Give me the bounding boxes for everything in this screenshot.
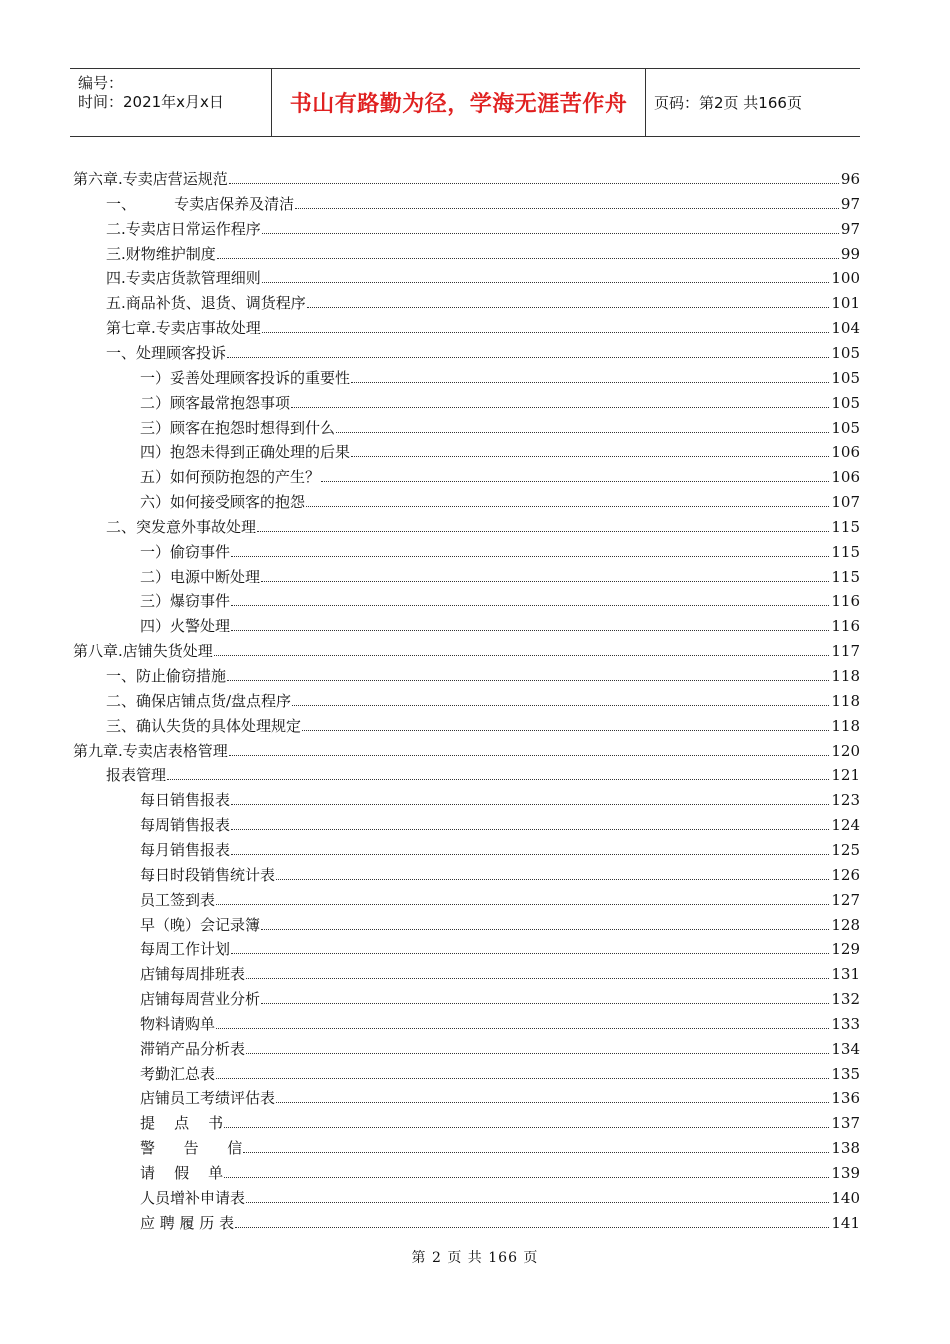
toc-entry-title: 五.商品补货、退货、调货程序	[106, 294, 306, 312]
toc-dot-leader	[231, 953, 829, 954]
toc-entry[interactable]	[106, 515, 860, 537]
toc-entry-title: 应 聘 履 历 表	[140, 1214, 235, 1232]
toc-entry-page-number: 141	[831, 1214, 860, 1232]
toc-entry-page-number: 118	[831, 717, 860, 735]
toc-entry-page-number: 117	[831, 642, 860, 660]
toc-entry[interactable]	[73, 739, 860, 761]
toc-entry-page-number: 105	[831, 369, 860, 387]
toc-entry-page-number: 100	[831, 269, 860, 287]
toc-entry[interactable]	[140, 913, 860, 935]
toc-dot-leader	[351, 456, 829, 457]
toc-entry[interactable]	[73, 639, 860, 661]
toc-dot-leader	[217, 258, 839, 259]
toc-entry[interactable]	[140, 813, 860, 835]
toc-entry-page-number: 105	[831, 344, 860, 362]
toc-dot-leader	[231, 804, 829, 805]
toc-dot-leader	[216, 1078, 829, 1079]
toc-entry-title: 四）火警处理	[140, 617, 231, 635]
toc-dot-leader	[235, 1227, 829, 1228]
toc-entry-title: 早（晚）会记录簿	[140, 916, 261, 934]
toc-dot-leader	[276, 879, 829, 880]
toc-entry-title: 滞销产品分析表	[140, 1040, 246, 1058]
toc-entry-title: 二）电源中断处理	[140, 568, 261, 586]
toc-entry-page-number: 123	[831, 791, 860, 809]
toc-entry-page-number: 139	[831, 1164, 860, 1182]
toc-entry[interactable]	[140, 788, 860, 810]
toc-entry[interactable]	[140, 490, 860, 512]
document-number-label: 编号：	[78, 74, 124, 92]
toc-entry[interactable]	[140, 465, 860, 487]
toc-dot-leader	[276, 1102, 829, 1103]
toc-entry-title: 每周销售报表	[140, 816, 231, 834]
toc-entry[interactable]	[140, 987, 860, 1009]
toc-dot-leader	[227, 680, 829, 681]
toc-entry[interactable]	[106, 316, 860, 338]
header-motto: 书山有路勤为径，学海无涯苦作舟	[289, 92, 628, 117]
toc-entry-page-number: 137	[831, 1114, 860, 1132]
toc-entry-title: 请 假 单	[140, 1164, 224, 1182]
toc-entry-title: 物料请购单	[140, 1015, 216, 1033]
toc-entry-title: 提 点 书	[140, 1114, 224, 1132]
toc-entry-title: 三）顾客在抱怨时想得到什么	[140, 419, 336, 437]
toc-entry-title: 第七章.专卖店事故处理	[106, 319, 261, 337]
toc-entry-title: 三.财物维护制度	[106, 245, 216, 263]
toc-entry-title: 员工签到表	[140, 891, 216, 909]
toc-entry[interactable]	[140, 1211, 860, 1233]
toc-entry-page-number: 131	[831, 965, 860, 983]
toc-entry-page-number: 115	[831, 568, 860, 586]
toc-entry[interactable]	[140, 614, 860, 636]
toc-dot-leader	[231, 556, 829, 557]
toc-dot-leader	[224, 1177, 829, 1178]
toc-entry-page-number: 115	[831, 543, 860, 561]
toc-entry[interactable]	[140, 565, 860, 587]
toc-dot-leader	[307, 307, 830, 308]
toc-dot-leader	[262, 233, 839, 234]
toc-entry[interactable]	[140, 1037, 860, 1059]
toc-entry-page-number: 134	[831, 1040, 860, 1058]
toc-entry-title: 警 告 信	[140, 1139, 243, 1157]
toc-dot-leader	[229, 183, 839, 184]
toc-entry-page-number: 118	[831, 692, 860, 710]
toc-entry-page-number: 129	[831, 940, 860, 958]
toc-entry-title: 一、防止偷窃措施	[106, 667, 227, 685]
toc-dot-leader	[262, 282, 830, 283]
toc-entry[interactable]	[140, 1136, 860, 1158]
toc-entry-title: 店铺员工考绩评估表	[140, 1089, 276, 1107]
toc-entry-page-number: 121	[831, 766, 860, 784]
toc-entry-title: 每日销售报表	[140, 791, 231, 809]
toc-entry-page-number: 133	[831, 1015, 860, 1033]
toc-dot-leader	[243, 1152, 829, 1153]
toc-entry-page-number: 106	[831, 468, 860, 486]
toc-dot-leader	[295, 208, 839, 209]
toc-dot-leader	[257, 531, 829, 532]
toc-entry-title: 第九章.专卖店表格管理	[73, 742, 228, 760]
header-meta-cell	[70, 69, 272, 136]
toc-dot-leader	[167, 779, 829, 780]
toc-entry-page-number: 105	[831, 394, 860, 412]
toc-entry-title: 每周工作计划	[140, 940, 231, 958]
toc-dot-leader	[231, 630, 829, 631]
toc-entry-title: 四.专卖店货款管理细则	[106, 269, 261, 287]
toc-entry-title: 二、确保店铺点货/盘点程序	[106, 692, 292, 710]
toc-entry-title: 人员增补申请表	[140, 1189, 246, 1207]
toc-entry-title: 三）爆窃事件	[140, 592, 231, 610]
toc-dot-leader	[231, 605, 829, 606]
toc-entry[interactable]	[140, 863, 860, 885]
toc-dot-leader	[216, 904, 829, 905]
toc-entry-title: 二）顾客最常抱怨事项	[140, 394, 291, 412]
toc-entry-title: 每月销售报表	[140, 841, 231, 859]
toc-entry-title: 店铺每周营业分析	[140, 990, 261, 1008]
toc-dot-leader	[246, 1053, 829, 1054]
toc-dot-leader	[292, 705, 829, 706]
toc-entry[interactable]	[140, 838, 860, 860]
toc-dot-leader	[291, 407, 829, 408]
toc-entry-page-number: 97	[840, 220, 860, 238]
toc-entry[interactable]	[140, 1062, 860, 1084]
toc-dot-leader	[262, 332, 830, 333]
toc-entry-title: 二.专卖店日常运作程序	[106, 220, 261, 238]
toc-entry-page-number: 99	[840, 245, 860, 263]
toc-entry[interactable]	[140, 589, 860, 611]
document-time-label: 时间：2021年x月x日	[78, 93, 224, 111]
toc-entry[interactable]	[140, 440, 860, 462]
toc-entry-page-number: 107	[831, 493, 860, 511]
toc-dot-leader	[246, 978, 829, 979]
toc-entry[interactable]	[140, 540, 860, 562]
toc-entry[interactable]	[140, 1186, 860, 1208]
page-footer: 第 2 页 共 166 页	[411, 1250, 539, 1266]
toc-dot-leader	[351, 382, 829, 383]
toc-entry-title: 一、 专卖店保养及清洁	[106, 195, 295, 213]
toc-entry-page-number: 124	[831, 816, 860, 834]
toc-entry-page-number: 127	[831, 891, 860, 909]
toc-entry-page-number: 96	[840, 170, 860, 188]
toc-entry-title: 六）如何接受顾客的抱怨	[140, 493, 306, 511]
toc-dot-leader	[336, 432, 829, 433]
toc-dot-leader	[229, 755, 830, 756]
toc-entry[interactable]	[140, 366, 860, 388]
toc-dot-leader	[227, 357, 829, 358]
toc-entry-page-number: 120	[831, 742, 860, 760]
toc-entry[interactable]	[106, 664, 860, 686]
toc-entry-title: 第六章.专卖店营运规范	[73, 170, 228, 188]
toc-entry-title: 一）妥善处理顾客投诉的重要性	[140, 369, 351, 387]
toc-entry[interactable]	[106, 689, 860, 711]
toc-entry-title: 三、确认失货的具体处理规定	[106, 717, 302, 735]
toc-entry-page-number: 115	[831, 518, 860, 536]
toc-entry[interactable]	[106, 242, 860, 264]
toc-entry-title: 一）偷窃事件	[140, 543, 231, 561]
toc-entry[interactable]	[106, 291, 860, 313]
toc-entry-title: 四）抱怨未得到正确处理的后果	[140, 443, 351, 461]
toc-entry-title: 一、处理顾客投诉	[106, 344, 227, 362]
toc-entry-page-number: 132	[831, 990, 860, 1008]
toc-entry[interactable]	[140, 1086, 860, 1108]
toc-dot-leader	[214, 655, 830, 656]
toc-entry-page-number: 116	[831, 617, 860, 635]
toc-entry[interactable]	[73, 167, 860, 189]
toc-entry[interactable]	[140, 962, 860, 984]
toc-dot-leader	[261, 1003, 829, 1004]
toc-entry[interactable]	[106, 266, 860, 288]
toc-entry[interactable]	[106, 341, 860, 363]
toc-entry[interactable]	[106, 217, 860, 239]
toc-entry[interactable]	[106, 763, 860, 785]
page-header	[70, 68, 860, 137]
toc-entry-page-number: 125	[831, 841, 860, 859]
toc-entry[interactable]	[140, 1111, 860, 1133]
toc-dot-leader	[231, 829, 829, 830]
toc-entry[interactable]	[140, 391, 860, 413]
toc-dot-leader	[246, 1202, 829, 1203]
toc-entry-page-number: 101	[831, 294, 860, 312]
toc-entry-page-number: 97	[840, 195, 860, 213]
toc-entry-title: 报表管理	[106, 766, 167, 784]
header-page-info: 页码：第2页 共166页	[654, 94, 802, 112]
toc-dot-leader	[302, 730, 829, 731]
toc-entry[interactable]	[106, 714, 860, 736]
toc-entry[interactable]	[140, 1161, 860, 1183]
toc-dot-leader	[261, 581, 829, 582]
toc-dot-leader	[321, 481, 829, 482]
toc-entry-page-number: 135	[831, 1065, 860, 1083]
toc-entry-title: 第八章.店铺失货处理	[73, 642, 213, 660]
toc-entry-page-number: 104	[831, 319, 860, 337]
toc-entry[interactable]	[140, 1012, 860, 1034]
toc-entry-page-number: 140	[831, 1189, 860, 1207]
toc-entry-page-number: 136	[831, 1089, 860, 1107]
toc-entry-page-number: 128	[831, 916, 860, 934]
toc-entry-page-number: 118	[831, 667, 860, 685]
toc-entry[interactable]	[106, 192, 860, 214]
toc-dot-leader	[306, 506, 829, 507]
toc-dot-leader	[224, 1127, 829, 1128]
toc-entry[interactable]	[140, 888, 860, 910]
toc-dot-leader	[261, 929, 829, 930]
header-page-cell	[646, 69, 860, 136]
toc-entry[interactable]	[140, 937, 860, 959]
toc-entry-page-number: 116	[831, 592, 860, 610]
toc-entry-title: 店铺每周排班表	[140, 965, 246, 983]
toc-entry-page-number: 126	[831, 866, 860, 884]
toc-entry-title: 每日时段销售统计表	[140, 866, 276, 884]
toc-entry-title: 考勤汇总表	[140, 1065, 216, 1083]
header-motto-cell	[272, 69, 646, 136]
toc-entry[interactable]	[140, 416, 860, 438]
toc-entry-page-number: 106	[831, 443, 860, 461]
toc-entry-page-number: 138	[831, 1139, 860, 1157]
toc-dot-leader	[216, 1028, 829, 1029]
toc-entry-page-number: 105	[831, 419, 860, 437]
toc-entry-title: 二、突发意外事故处理	[106, 518, 257, 536]
toc-dot-leader	[231, 854, 829, 855]
toc-entry-title: 五）如何预防抱怨的产生？	[140, 468, 321, 486]
